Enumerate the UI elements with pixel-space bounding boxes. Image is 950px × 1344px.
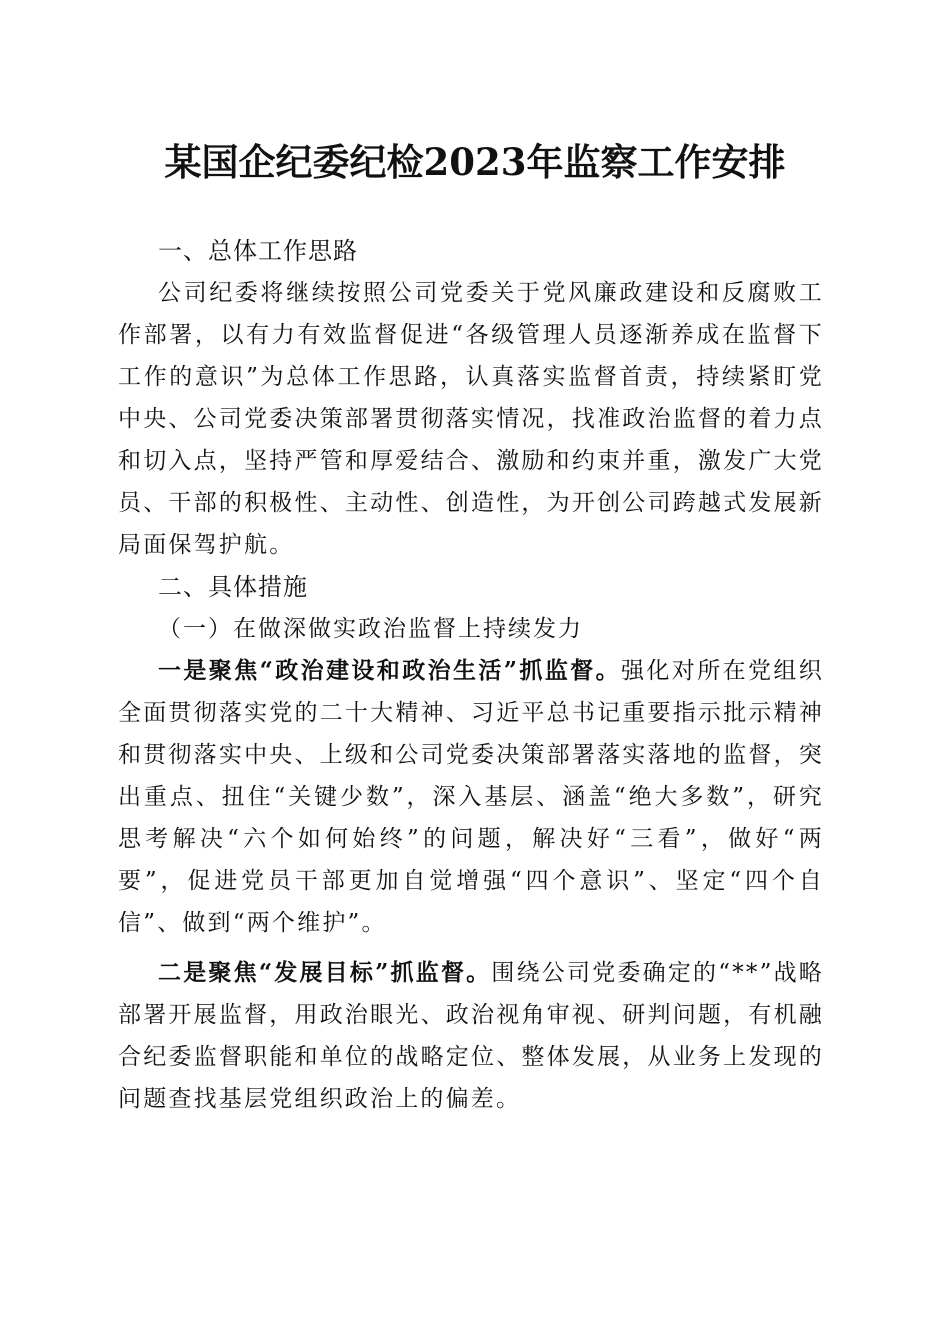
section-heading-overall-approach: 一、总体工作思路 [158, 237, 358, 265]
measure-item-lead: 一是聚焦“政治建设和政治生活”抓监督。 [158, 657, 622, 684]
measure-item-body: 强化对所在党组织全面贯彻落实党的二十大精神、习近平总书记重要指示批示精神和贯彻落实中央、上级和公司党委决策部署落实落地的监督，突出重点、扭住“关键少数”，深入基层、涵盖“绝大多数”，研究思考解决“六个如何始终”的问题，解决好“三看”，做好“两要”，促进党员干部更加自觉增强“四个意识”、坚定“四个自信”、做到“两个维护”。 [118, 658, 824, 936]
measure-item-body: 围绕公司党委确定的“**”战略部署开展监督，用政治眼光、政治视角审视、研判问题，有机融合纪委监督职能和单位的战略定位、整体发展，从业务上发现的问题查找基层党组织政治上的偏差。 [118, 960, 824, 1112]
document-body [118, 230, 824, 1120]
section-heading-specific-measures: 二、具体措施 [158, 573, 308, 601]
measure-item-political-life [118, 650, 824, 944]
subsection-heading-political-supervision: （一）在做深做实政治监督上持续发力 [158, 616, 583, 642]
measure-item-development-goals [118, 952, 824, 1120]
document-title: 某国企纪委纪检2023年监察工作安排 [164, 140, 786, 184]
overall-approach-paragraph: 公司纪委将继续按照公司党委关于党风廉政建设和反腐败工作部署，以有力有效监督促进“各级管理人员逐渐养成在监督下工作的意识”为总体工作思路，认真落实监督首责，持续紧盯党中央、公司党委决策部署贯彻落实情况，找准政治监督的着力点和切入点，坚持严管和厚爱结合、激励和约束并重，激发广大党员、干部的积极性、主动性、创造性，为开创公司跨越式发展新局面保驾护航。 [118, 280, 824, 558]
measure-item-lead: 二是聚焦“发展目标”抓监督。 [158, 959, 492, 986]
